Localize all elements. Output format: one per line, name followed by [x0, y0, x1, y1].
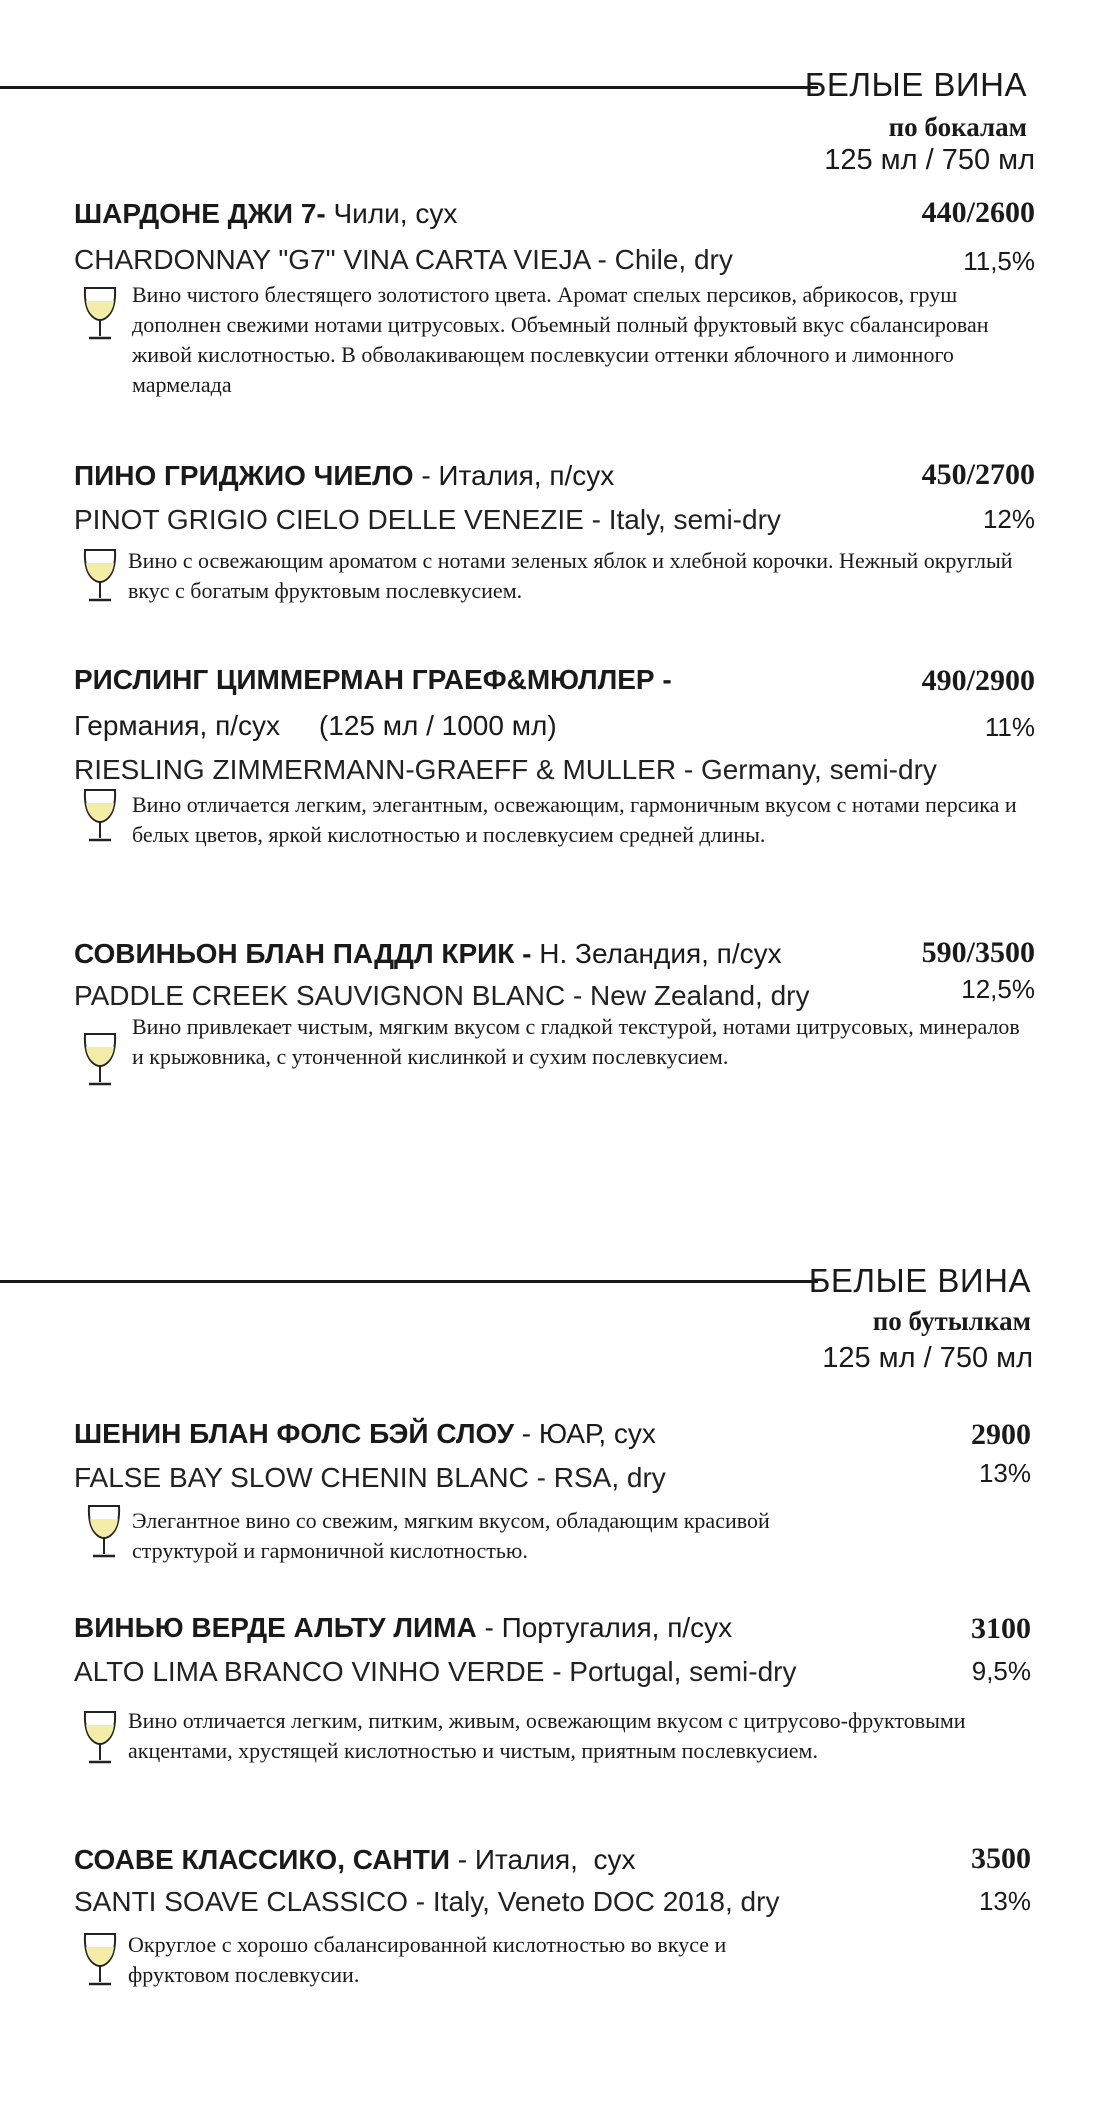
wine-glass-icon [80, 284, 120, 344]
wine-name: ШЕНИН БЛАН ФОЛС БЭЙ СЛОУ [74, 1418, 515, 1449]
wine-name-ru [74, 1844, 636, 1876]
wine-price: 2900 [971, 1418, 1031, 1451]
wine-price: 3500 [971, 1842, 1031, 1875]
wine-abv: 9,5% [971, 1656, 1031, 1686]
wine-glass-icon [84, 1502, 124, 1562]
wine-name-en: RIESLING ZIMMERMANN-GRAEFF & MULLER - Germany, semi-dry [74, 754, 937, 785]
wine-name-en: FALSE BAY SLOW CHENIN BLANC - RSA, dry [74, 1462, 666, 1493]
wine-price: 490/2900 [921, 664, 1035, 697]
wine-name: СОВИНЬОН БЛАН ПАДДЛ КРИК - [74, 938, 532, 969]
wine-origin: Чили, сух [325, 198, 458, 229]
wine-name-en: PADDLE CREEK SAUVIGNON BLANC - New Zealand, dry [74, 980, 810, 1011]
wine-glass-icon [80, 1708, 120, 1768]
section-title: БЕЛЫЕ ВИНА [808, 1262, 1031, 1299]
wine-description: Вино с освежающим ароматом с нотами зеленых яблок и хлебной корочки. Нежный округлый вкус с богатым фруктовым послевкусием. [128, 548, 1013, 603]
wine-name-ru [74, 198, 457, 230]
section-subtitle: по бокалам [888, 112, 1027, 142]
wine-price: 450/2700 [921, 458, 1035, 491]
wine-name: ШАРДОНЕ ДЖИ 7- [74, 198, 326, 229]
wine-origin: Германия, п/сух (125 мл / 1000 мл) [74, 710, 557, 741]
wine-description: Округлое с хорошо сбалансированной кислотностью во вкусе и фруктовом послевкусии. [128, 1932, 727, 1987]
wine-name-ru [74, 664, 672, 696]
wine-name-en: SANTI SOAVE CLASSICO - Italy, Veneto DOC 2018, dry [74, 1886, 780, 1917]
wine-glass-icon [80, 1030, 120, 1090]
section-title: БЕЛЫЕ ВИНА [804, 66, 1027, 103]
wine-origin: - ЮАР, сух [514, 1418, 656, 1449]
wine-name-ru [74, 460, 614, 492]
wine-origin: - Португалия, п/сух [476, 1612, 733, 1643]
wine-name-ru [74, 1612, 732, 1644]
wine-name-en: CHARDONNAY "G7" VINA CARTA VIEJA - Chile, dry [74, 244, 733, 275]
wine-name-ru [74, 1418, 656, 1450]
wine-abv: 13% [978, 1886, 1031, 1916]
wine-abv: 11% [984, 712, 1035, 742]
wine-abv: 12% [982, 504, 1035, 534]
section-subtitle: по бутылкам [872, 1306, 1031, 1336]
wine-name-en: PINOT GRIGIO CIELO DELLE VENEZIE - Italy, semi-dry [74, 504, 781, 535]
wine-name: РИСЛИНГ ЦИММЕРМАН ГРАЕФ&МЮЛЛЕР - [74, 664, 672, 695]
wine-price: 440/2600 [921, 196, 1035, 229]
wine-name: СОАВЕ КЛАССИКО, САНТИ [74, 1844, 450, 1875]
wine-origin: - Италия, сух [449, 1844, 636, 1875]
wine-price: 3100 [971, 1612, 1031, 1645]
wine-name-ru [74, 938, 782, 970]
wine-glass-icon [80, 1930, 120, 1990]
wine-origin: - Италия, п/сух [413, 460, 615, 491]
wine-abv: 13% [978, 1458, 1031, 1488]
section-volume: 125 мл / 750 мл [824, 144, 1035, 176]
wine-glass-icon [80, 786, 120, 846]
wine-name-en: ALTO LIMA BRANCO VINHO VERDE - Portugal, semi-dry [74, 1656, 797, 1687]
section-divider-line [0, 1280, 818, 1283]
wine-description: Вино чистого блестящего золотистого цвета. Аромат спелых персиков, абрикосов, груш дополнен свежими нотами цитрусовых. Объемный полный фруктовый вкус сбалансирован живой кислотностью. В обволакивающем послевкусии оттенки яблочного и лимонного мармелада [132, 282, 989, 397]
wine-abv: 11,5% [963, 246, 1035, 276]
wine-abv: 12,5% [961, 974, 1035, 1004]
section-volume: 125 мл / 750 мл [822, 1342, 1033, 1374]
wine-glass-icon [80, 546, 120, 606]
wine-name: ПИНО ГРИДЖИО ЧИЕЛО [74, 460, 414, 491]
wine-name: ВИНЬЮ ВЕРДЕ АЛЬТУ ЛИМА [74, 1612, 477, 1643]
wine-description: Вино отличается легким, питким, живым, освежающим вкусом с цитрусово-фруктовыми акцентами, хрустящей кислотностью и чистым, приятным послевкусием. [128, 1708, 966, 1763]
wine-price: 590/3500 [921, 936, 1035, 969]
wine-description: Вино привлекает чистым, мягким вкусом с гладкой текстурой, нотами цитрусовых, минералов и крыжовника, с утонченной кислинкой и сухим послевкусием. [132, 1014, 1020, 1069]
wine-description: Вино отличается легким, элегантным, освежающим, гармоничным вкусом с нотами персика и белых цветов, яркой кислотностью и послевкусием средней длины. [132, 792, 1017, 847]
section-divider-line [0, 86, 818, 89]
wine-description: Элегантное вино со свежим, мягким вкусом, обладающим красивой структурой и гармоничной кислотностью. [132, 1508, 770, 1563]
wine-origin: Н. Зеландия, п/сух [531, 938, 782, 969]
